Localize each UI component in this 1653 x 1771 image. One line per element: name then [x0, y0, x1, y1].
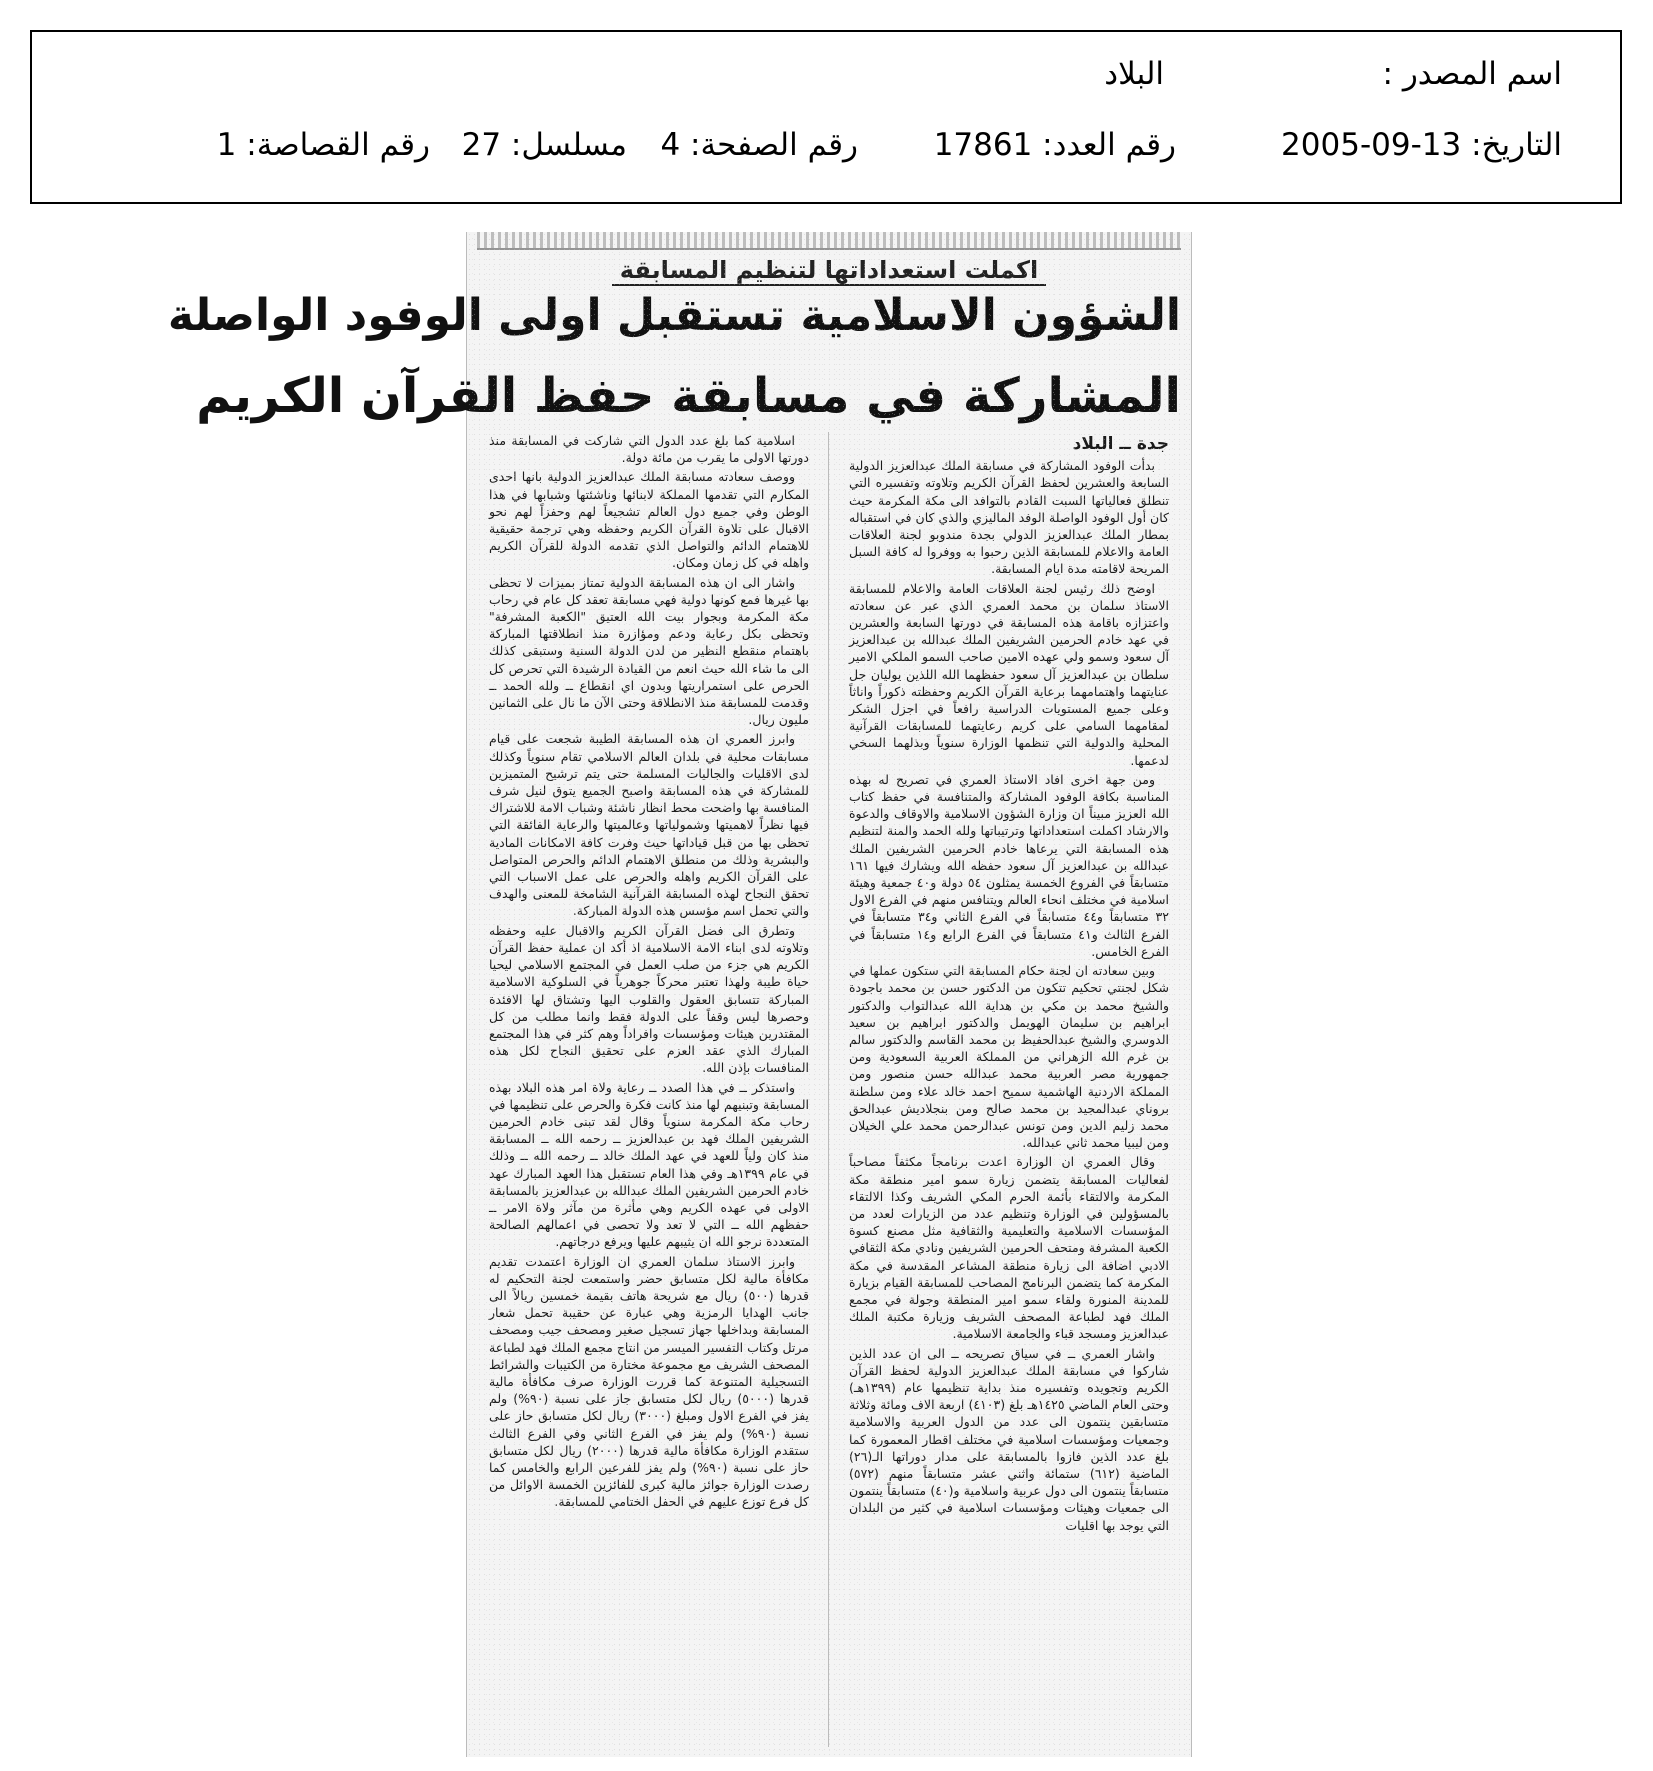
article-paragraph: وابرز العمري ان هذه المسابقة الطيبة شجعت على قيام مسابقات محلية في بلدان العالم الاسلامي تقام سنوياً وكذلك لدى الاقليات والجاليات المسلمة حتى يتم ترشيح المتميزين للمشاركة في هذه المسابقة واصبح الجميع يتوق لنيل شرف المنافسة بها واضحت محط انظار ناشئة وشباب الامة للاشتراك فيها نظراً لاهميتها وشمولياتها وعالميتها والرعاية الفائقة التي تحظى بها من قبل قياداتها حيث وفرت كافة الامكانات المادية والبشرية وذلك من منطلق الاهتمام الدائم والحرص المتواصل على القرآن الكريم واهله والحرص على عمل الاسباب التي تحقق النجاح لهذه المسابقة القرآنية الشامخة للمعنى والهدف والتي تحمل اسم مؤسس هذه الدولة المباركة. — [489, 731, 809, 919]
article-byline: جدة ــ البلاد — [1072, 434, 1169, 454]
newspaper-clipping — [167, 232, 1192, 1757]
article-columns — [489, 432, 1169, 1747]
serial-field: مسلسل: 27 — [461, 127, 627, 163]
article-paragraph: وتطرق الى فضل القرآن الكريم والاقبال عليه وحفظه وتلاوته لدى ابناء الامة الاسلامية اذ أكد ان عملية حفظ القرآن الكريم هي جزء من صلب العمل في المجتمع الاسلامي ليحيا حياة طيبة ولهذا تعتبر محركاً جوهرياً في السلوكية الاسلامية المباركة تتسابق العقول والقلوب اليها وتشتاق لها الافئدة وحصرها ليس وقفاً على الدولة فقط وانما مطلب من كل المقتدرين هيئات ومؤسسات وافراداً وهم كثر في هذا المجتمع المبارك الذي عقد العزم على تحقيق النجاح لكل هذه المنافسات بإذن الله. — [489, 922, 809, 1076]
article-paragraph: وابرز الاستاذ سلمان العمري ان الوزارة اعتمدت تقديم مكافأة مالية لكل متسابق حضر واستمعت لجنة التحكيم له قدرها (٥٠٠) ريال مع شريحة هاتف بقيمة خمسين ريالاً الى جانب الهدايا الرمزية وهي عبارة عن حقيبة تحمل شعار المسابقة وبداخلها جهاز تسجيل صغير ومصحف جيب ومصحف مرتل وكتاب التفسير الميسر من انتاج مجمع الملك فهد لطباعة المصحف الشريف مع مجموعة مختارة من الكتيبات والشرائط التسجيلية المتنوعة كما قررت الوزارة صرف مكافأة مالية قدرها (٥٠٠٠) ريال لكل متسابق جاز على نسبة (٩٠%) ولم يفز في الفرع الاول ومبلغ (٣٠٠٠) ريال لكل متسابق حاز على نسبة (٩٠%) ولم يفز في الفرع الثاني وفي الفرع الثالث ستقدم الوزارة مكافأة مالية قدرها (٢٠٠٠) ريال لكل متسابق حاز على نسبة (٩٠%) ولم يفز للفرعين الرابع والخامس كما رصدت الوزارة جوائز مالية كبرى للفائزين الخمسة الاوائل من كل فرع توزع عليهم في الحفل الختامي للمسابقة. — [489, 1253, 810, 1510]
article-paragraph: واستذكر ــ في هذا الصدد ــ رعاية ولاة امر هذه البلاد بهذه المسابقة وتبنيهم لها منذ كانت فكرة والحرص على تنظيمها في رحاب مكة المكرمة سنوياً وقال لقد تبنى خادم الحرمين الشريفين الملك فهد بن عبدالعزيز ــ رحمه الله ــ المسابقة منذ كان ولياً للعهد في عهد الملك خالد ــ رحمه الله ــ وذلك في عام ١٣٩٩هـ وفي هذا العام تستقبل هذا العهد المبارك عهد خادم الحرمين الشريفين الملك عبدالله بن عبدالعزيز بالمسابقة الاولى في عهده الكريم وهي مأثرة من مآثر ولاة الامر ــ حفظهم الله ــ التي لا تعد ولا تحصى في اعمالهم الصالحة المتعددة نرجو الله ان يثيبهم عليها ويرفع درجاتهم. — [489, 1079, 809, 1250]
article-paragraph: بدأت الوفود المشاركة في مسابقة الملك عبدالعزيز الدولية السابعة والعشرين لحفظ القرآن الكريم وتلاوته وتفسيره التي تنطلق فعالياتها السبت القادم بالتوافد الى مكة المكرمة حيث كان أول الوفود الواصلة الوفد الماليزي والذي كان في استقباله بمطار الملك عبدالعزيز الدولي بجدة مندوبو لجنة العلاقات العامة والاعلام للمسابقة الذين رحبوا به ووفروا له كافة السبل المريحة لاقامته مدة ايام المسابقة. — [849, 458, 1169, 577]
article-paragraph: واشار الى ان هذه المسابقة الدولية تمتاز بميزات لا تحظى بها غيرها فمع كونها دولية فهي مسابقة تعقد كل عام في رحاب مكة المكرمة وبجوار بيت الله العتيق "الكعبة المشرفة" وتحظى بكل رعاية ودعم ومؤازرة منذ انطلاقتها المباركة باهتمام منقطع النظير من لدن الدولة السنية وستبقى كذلك الى ما شاء الله حيث انعم من القيادة الرشيدة التي تحرص كل الحرص على استمراريتها وبدون اي انقطاع ــ ولله الحمد ــ وقدمت للمسابقة منذ الانطلاقة وحتى الآن ما نال على الثمانين مليون ريال. — [489, 574, 809, 728]
clip-number-field: رقم القصاصة: 1 — [216, 127, 430, 163]
article-paragraph: وقال العمري ان الوزارة اعدت برنامجاً مكثفاً مصاحباً لفعاليات المسابقة يتضمن زيارة سمو امير منطقة مكة المكرمة والالتقاء بأئمة الحرم المكي الشريف وكذا الالتقاء بالمسؤولين في الوزارة وتنظيم عدد من الزيارات لعدد من المؤسسات الاسلامية والتعليمية والثقافية مثل مصنع كسوة الكعبة المشرفة ومتحف الحرمين الشريفين ونادي مكة الثقافي الادبي اضافة الى زيارة منطقة المشاعر المقدسة في مكة المكرمة كما يتضمن البرنامج المصاحب للمسابقة القيام بزيارة للمدينة المنورة ولقاء سمو امير المنطقة وجولة في مجمع الملك فهد لطباعة المصحف الشريف وزيارة مكتبة الملك عبدالعزيز ومسجد قباء والجامعة الاسلامية. — [849, 1154, 1169, 1342]
column-divider — [828, 432, 829, 1747]
source-label: اسم المصدر : — [1382, 56, 1562, 92]
article-column-left — [489, 432, 809, 1747]
article-kicker — [467, 256, 1191, 284]
issue-number-field: رقم العدد: 17861 — [933, 127, 1176, 163]
column-right-body — [849, 457, 1169, 1534]
headline-line-1: الشؤون الاسلامية تستقبل اولى الوفود الواصلة — [167, 290, 1181, 341]
source-value: البلاد — [1104, 56, 1164, 92]
article-column-right — [849, 432, 1169, 1747]
article-paragraph: وبين سعادته ان لجنة حكام المسابقة التي ستكون عملها في شكل لجنتي تحكيم تتكون من الدكتور حسن بن محمد باجودة والشيخ محمد بن مكي بن هداية الله عبدالتواب والدكتور ابراهيم بن سليمان الهويمل والدكتور ابراهيم بن سعيد الدوسري والشيخ عبدالحفيظ بن محمد القاسم والدكتور سالم بن غرم الله الزهراني من المملكة العربية السعودية ومن جمهورية مصر العربية محمد عبدالله حسن منصور ومن المملكة الاردنية الهاشمية سميح احمد خالد علاء ومن سلطنة بروناي عبدالمجيد بن محمد صالح ومن بنجلاديش عبدالحق محمد زليم الدين ومن تونس عبدالرحمن محمد علي الخيلان ومن ليبيا محمد ثاني عبدالله. — [849, 963, 1169, 1151]
page-number-field: رقم الصفحة: 4 — [660, 127, 858, 163]
column-left-body — [489, 432, 809, 1511]
article-kicker-text: اكملت استعداداتها لتنظيم المسابقة — [612, 256, 1046, 286]
headline-line-2: المشاركة في مسابقة حفظ القرآن الكريم — [196, 368, 1181, 424]
article-paragraph: اوضح ذلك رئيس لجنة العلاقات العامة والاعلام للمسابقة الاستاذ سلمان بن محمد العمري الذي عبر عن سعادته واعتزازه باقامة هذه المسابقة في دورتها السابعة والعشرين في عهد خادم الحرمين الشريفين الملك عبدالله بن عبدالعزيز آل سعود وسمو ولي عهده الامين صاحب السمو الملكي الامير سلطان بن عبدالعزيز آل سعود حفظهما الله اللذين يوليان جل عنايتهما واهتمامهما برعاية القرآن الكريم وحفظته ذكوراً واناثاً وعلى جميع المستويات الدراسية رافعاً في اجزل الشكر لمقامهما السامي على كريم رعايتهما للمسابقات القرآنية المحلية والدولية التي تنظمها الوزارة سنوياً وبذلهما السخي لدعمها. — [849, 580, 1169, 768]
article-paragraph: واشار العمري ــ في سياق تصريحه ــ الى ان عدد الذين شاركوا في مسابقة الملك عبدالعزيز الدولية لحفظ القرآن الكريم وتجويده وتفسيره منذ بداية تنظيمها عام (١٣٩٩هـ) وحتى العام الماضي ١٤٢٥هـ بلغ (٤١٠٣) اربعة الاف ومائة وثلاثة متسابقين ينتمون الى عدد من الدول العربية والاسلامية وجمعيات ومؤسسات اسلامية في مختلف اقطار المعمورة كما بلغ عدد الذين فازوا بالمسابقة على مدار دوراتها الـ(٢٦) الماضية (٦١٢) ستمائة واثني عشر متسابقاً منهم (٥٧٢) متسابقاً ينتمون الى دول عربية واسلامية و(٤٠) متسابقاً ينتمون الى جمعيات وهيئات ومؤسسات اسلامية في كثير من البلدان التي يوجد بها اقليات — [849, 1345, 1170, 1533]
article-paragraph: ومن جهة اخرى افاد الاستاذ العمري في تصريح له بهذه المناسبة بكافة الوفود المشاركة والمتنافسة في حفظ كتاب الله العزيز مبيناً ان وزارة الشؤون الاسلامية والاوقاف والدعوة والارشاد اكملت استعداداتها وترتيباتها ولله الحمد والمنة لتنظيم هذه المسابقة التي يرعاها خادم الحرمين الشريفين الملك عبدالله بن عبدالعزيز آل سعود حفظه الله ويشارك فيها ١٦١ متسابقاً في الفروع الخمسة يمثلون ٥٤ دولة و٤٠ جمعية وهيئة اسلامية في مختلف انحاء العالم ويتنافس منهم في الفرع الاول ٣٢ متسابقاً و٤٤ متسابقاً في الفرع الثاني و٣٤ متسابقاً في الفرع الثالث و٤١ متسابقاً في الفرع الرابع و١٤ متسابقاً في الفرع الخامس. — [849, 771, 1169, 959]
date-field: التاريخ: 13-09-2005 — [1281, 127, 1562, 163]
article-paragraph: ووصف سعادته مسابقة الملك عبدالعزيز الدولية بانها احدى المكارم التي تقدمها المملكة لابنائها وناشئتها وشبابها في هذا الوطن وفي جميع دول العالم تشجيعاً لهم وحفزاً لهم نحو الاقبال على تلاوة القرآن الكريم وحفظه وهي ترجمة حقيقية للاهتمام الدائم والتواصل الذي تقدمه الدولة للقرآن الكريم واهله في كل زمان ومكان. — [489, 469, 809, 571]
clipping-info-box — [30, 30, 1622, 204]
article-paragraph: اسلامية كما بلغ عدد الدول التي شاركت في المسابقة منذ دورتها الاولى ما يقرب من مائة دولة. — [489, 433, 809, 466]
clipping-top-rule — [477, 232, 1181, 250]
